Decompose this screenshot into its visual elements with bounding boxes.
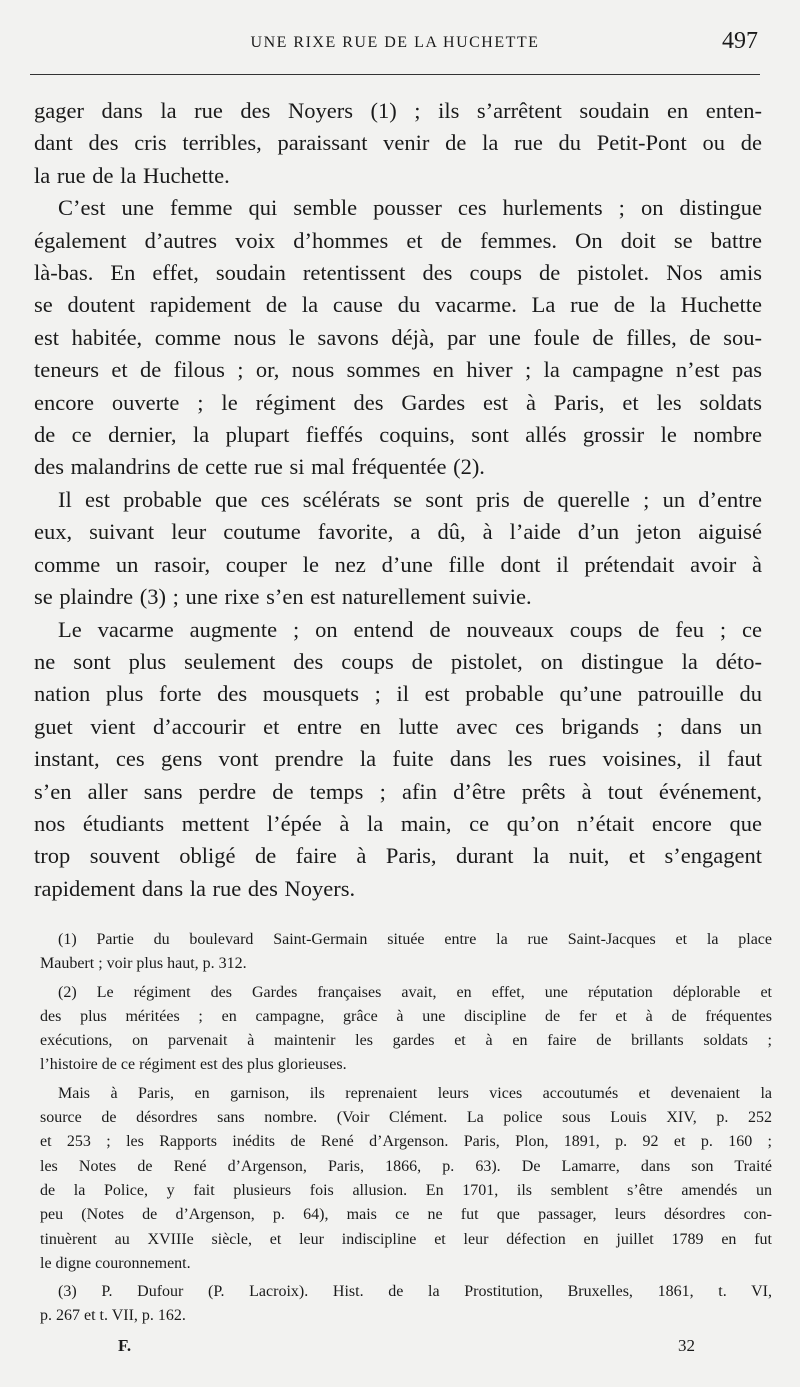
paragraph-1: [34, 95, 762, 192]
text-line: C’est une femme qui semble pousser ces hurlements ; on distingue: [58, 195, 762, 221]
footnote-line: le digne couronnement.: [40, 1254, 191, 1272]
footnote-line: (3) P. Dufour (P. Lacroix). Hist. de la Prostitution, Bruxelles, 1861, t. VI,: [58, 1283, 772, 1301]
text-line: eux, suivant leur coutume favorite, a dû, à l’aide d’un jeton aiguisé: [34, 519, 762, 545]
text-line: comme un rasoir, couper le nez d’une fille dont il prétendait avoir à: [34, 551, 762, 577]
text-line: trop souvent obligé de faire à Paris, durant la nuit, et s’engagent: [34, 843, 762, 869]
text-line: encore ouverte ; le régiment des Gardes est à Paris, et les soldats: [34, 389, 762, 415]
running-head: [30, 28, 760, 62]
footnote-line: peu (Notes de d’Argenson, p. 64), mais ce ne fut que passager, leurs désordres con-: [40, 1206, 772, 1224]
text-line: rapidement dans la rue des Noyers.: [34, 875, 356, 901]
footnote-line: et 253 ; les Rapports inédits de René d’Argenson. Paris, Plon, 1891, p. 92 et p. 160 ;: [40, 1133, 772, 1151]
text-line: teneurs et de filous ; or, nous sommes en hiver ; la campagne n’est pas: [34, 357, 762, 383]
paragraph-2: [34, 192, 762, 484]
footnote-line: exécutions, on parvenait à maintenir les gardes et à en faire de brillants soldats ;: [40, 1032, 772, 1050]
text-line: se doutent rapidement de la cause du vacarme. La rue de la Huchette: [34, 292, 762, 318]
body-text: [34, 95, 762, 905]
text-line: Il est probable que ces scélérats se sont pris de querelle ; un d’entre: [58, 486, 762, 512]
header-rule: [30, 74, 760, 75]
text-line: nation plus forte des mousquets ; il est probable qu’une patrouille du: [34, 681, 762, 707]
footnote-line: l’histoire de ce régiment est des plus glorieuses.: [40, 1056, 347, 1074]
text-line: des malandrins de cette rue si mal fréquentée (2).: [34, 454, 485, 480]
text-line: nos étudiants mettent l’épée à la main, ce qu’on n’était encore que: [34, 810, 762, 836]
footnote-line: tinuèrent au XVIIIe siècle, et leur indiscipline et leur défection en juillet 1789 en fut: [40, 1230, 772, 1248]
text-line: la rue de la Huchette.: [34, 162, 230, 188]
signature-mark: F.: [118, 1336, 132, 1355]
text-line: de ce dernier, la plupart fieffés coquins, sont allés grossir le nombre: [34, 422, 762, 448]
text-line: s’en aller sans perdre de temps ; afin d’être prêts à tout événement,: [34, 778, 762, 804]
text-line: là-bas. En effet, soudain retentissent des coups de pistolet. Nos amis: [34, 260, 762, 286]
footnote-2-continued: [40, 1082, 772, 1276]
footnote-line: Mais à Paris, en garnison, ils reprenaient leurs vices accoutumés et devenaient la: [58, 1084, 772, 1102]
footnote-line: de la Police, y fait plusieurs fois allusion. En 1701, ils semblent s’être amendés un: [40, 1181, 772, 1199]
running-title: UNE RIXE RUE DE LA HUCHETTE: [250, 34, 540, 51]
footnote-1: [40, 928, 772, 977]
footnote-2: [40, 981, 772, 1078]
text-line: se plaindre (3) ; une rixe s’en est naturellement suivie.: [34, 584, 532, 610]
footnote-line: des plus méritées ; en campagne, grâce à une discipline de fer et à de fréquentes: [40, 1007, 772, 1025]
footnote-line: (2) Le régiment des Gardes françaises avait, en effet, une réputation déplorable et: [58, 983, 772, 1001]
text-line: gager dans la rue des Noyers (1) ; ils s’arrêtent soudain en enten-: [34, 98, 762, 123]
text-line: Le vacarme augmente ; on entend de nouveaux coups de feu ; ce: [58, 616, 762, 642]
footnote-line: (1) Partie du boulevard Saint-Germain située entre la rue Saint-Jacques et la place: [58, 931, 772, 948]
footnote-line: p. 267 et t. VII, p. 162.: [40, 1307, 186, 1325]
paragraph-4: [34, 614, 762, 906]
sheet-number: 32: [678, 1336, 695, 1355]
footnotes: [40, 928, 772, 1333]
text-line: guet vient d’accourir et entre en lutte avec ces brigands ; dans un: [34, 713, 762, 739]
text-line: dant des cris terribles, paraissant venir de la rue du Petit-Pont ou de: [34, 130, 762, 156]
text-line: ne sont plus seulement des coups de pistolet, on distingue la déto-: [34, 648, 762, 674]
footnote-3: [40, 1280, 772, 1329]
text-line: est habitée, comme nous le savons déjà, par une foule de filles, de sou-: [34, 324, 762, 350]
footnote-line: source de désordres sans nombre. (Voir Clément. La police sous Louis XIV, p. 252: [40, 1109, 772, 1127]
paragraph-3: [34, 484, 762, 614]
text-line: également d’autres voix d’hommes et de femmes. On doit se battre: [34, 227, 762, 253]
text-line: instant, ces gens vont prendre la fuite dans les rues voisines, il faut: [34, 746, 762, 772]
footnote-line: les Notes de René d’Argenson, Paris, 1866, p. 63). De Lamarre, dans son Traité: [40, 1157, 772, 1175]
page-number: 497: [722, 28, 758, 54]
footnote-line: Maubert ; voir plus haut, p. 312.: [40, 955, 247, 973]
